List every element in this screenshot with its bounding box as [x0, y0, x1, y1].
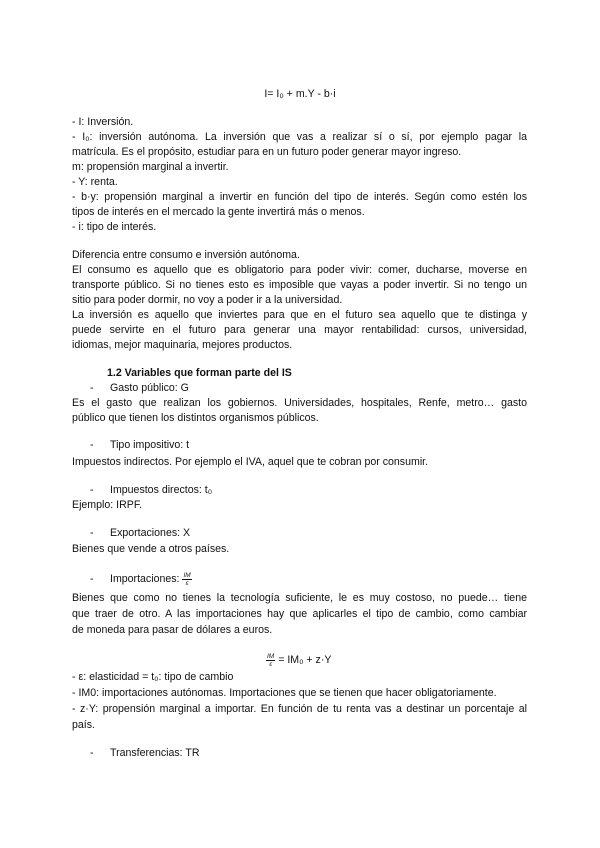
paragraph-line: idiomas, mejor maquinaria, mejores productos.: [72, 339, 293, 351]
investment-formula: I= I₀ + m.Y - b·i: [264, 88, 336, 100]
paragraph-line: El consumo es aquello que es obligatorio para poder vivir: comer, ducharse, moverse en: [72, 264, 527, 276]
paragraph-line: Ejemplo: IRPF.: [72, 499, 143, 511]
def-line: - ε: elasticidad = t₀: tipo de cambio: [72, 671, 234, 683]
paragraph-line: Diferencia entre consumo e inversión autónoma.: [72, 249, 300, 261]
def-line: - i: tipo de interés.: [72, 221, 157, 233]
def-line: matrícula. Es el propósito, estudiar para en un futuro poder generar mayor ingreso.: [72, 146, 462, 158]
bullet-transferencias: Transferencias: TR: [110, 747, 200, 759]
fraction-numerator: IM: [183, 571, 191, 579]
importaciones-label: Importaciones:: [110, 573, 180, 585]
def-line: m: propensión marginal a invertir.: [72, 161, 229, 173]
paragraph-line: transporte público. Si no tienes esto es imposible que vayas a poder invertir. Si no tengo un: [72, 279, 527, 291]
bullet-dash: -: [90, 573, 94, 585]
im-over-epsilon-fraction: [182, 572, 191, 587]
im-over-epsilon-fraction: [266, 653, 275, 668]
bullet-importaciones: [110, 570, 565, 588]
bullet-dash: -: [90, 747, 94, 759]
imports-formula: [266, 652, 331, 668]
paragraph-line: Es el gasto que realizan los gobiernos. Universidades, hospitales, Renfe, metro… gasto: [72, 397, 527, 409]
bullet-dash: -: [90, 439, 94, 451]
bullet-gasto-publico: Gasto público: G: [110, 382, 189, 394]
def-line: - I₀: inversión autónoma. La inversión que vas a realizar sí o sí, por ejemplo pagar la: [72, 131, 527, 143]
fraction-numerator: IM: [267, 652, 275, 660]
section-heading: 1.2 Variables que forman parte del IS: [107, 367, 292, 379]
bullet-impuestos-directos: Impuestos directos: t₀: [110, 484, 213, 496]
def-line: tipos de interés en el mercado la gente invertirá más o menos.: [72, 206, 365, 218]
paragraph-line: público que tienen los distintos organismos públicos.: [72, 412, 319, 424]
def-line: país.: [72, 719, 95, 731]
def-line: - Y: renta.: [72, 176, 118, 188]
bullet-dash: -: [90, 382, 94, 394]
fraction-denominator: ε: [185, 579, 189, 587]
paragraph-line: La inversión es aquello que inviertes para que en el futuro sea aquello que te distinga y: [72, 309, 527, 321]
bullet-tipo-impositivo: Tipo impositivo: t: [110, 439, 190, 451]
bullet-exportaciones: Exportaciones: X: [110, 527, 191, 539]
formula-rest: = IM₀ + z·Y: [278, 654, 332, 666]
paragraph-line: que traer de otro. A las importaciones hay que aplicarles el tipo de cambio, como cambiar: [72, 608, 527, 620]
paragraph-line: Bienes que vende a otros países.: [72, 543, 230, 555]
paragraph-line: Impuestos indirectos. Por ejemplo el IVA, aquel que te cobran por consumir.: [72, 456, 429, 468]
bullet-dash: -: [90, 484, 94, 496]
paragraph-line: puede servirte en el futuro para generar una mayor rentabilidad: cursos, universidad,: [72, 324, 527, 336]
def-line: - I: Inversión.: [72, 116, 134, 128]
paragraph-line: de moneda para pasar de dólares a euros.: [72, 624, 273, 636]
fraction-denominator: ε: [269, 660, 273, 668]
paragraph-line: sitio para poder dormir, no voy a poder ir a la universidad.: [72, 294, 343, 306]
bullet-dash: -: [90, 527, 94, 539]
paragraph-line: Bienes que como no tienes la tecnología suficiente, le es muy costoso, no puede… tiene: [72, 592, 527, 604]
def-line: - IM0: importaciones autónomas. Importaciones que se tienen que hacer obligatoriamente.: [72, 687, 497, 699]
def-line: - b·y: propensión marginal a invertir en función del tipo de interés. Según como estén los: [72, 191, 527, 203]
def-line: - z·Y: propensión marginal a importar. En función de tu renta vas a destinar un porcentaje al: [72, 703, 527, 715]
